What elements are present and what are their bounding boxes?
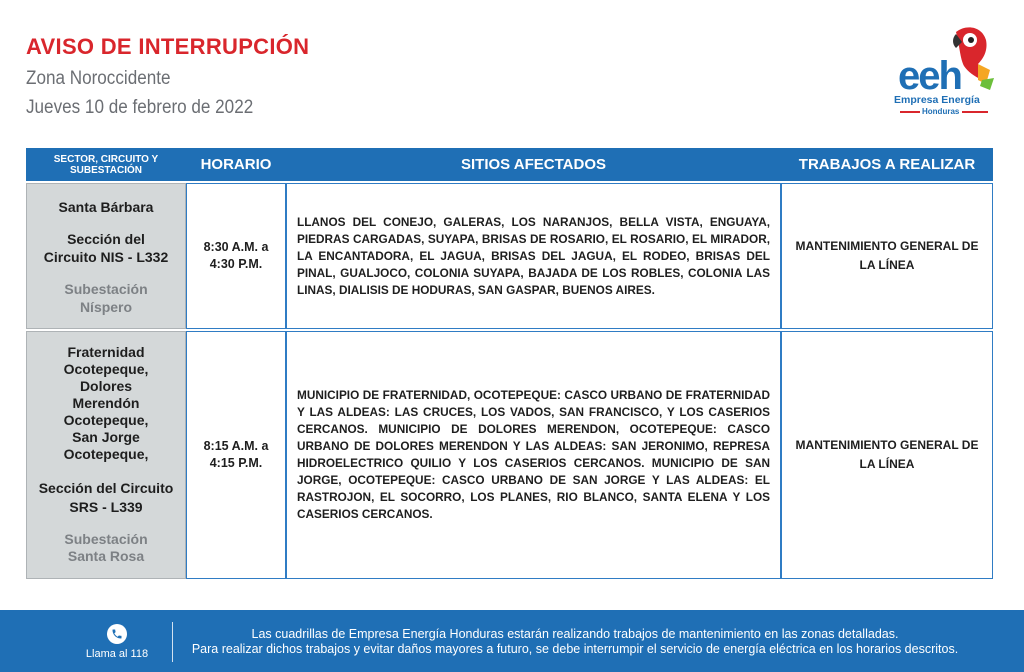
circuit-name: Sección del Circuito SRS - L339 xyxy=(38,480,174,515)
footer-divider xyxy=(172,622,173,662)
logo-country: Honduras xyxy=(922,107,960,116)
footer-message xyxy=(180,627,970,657)
date-label: Jueves 10 de febrero de 2022 xyxy=(26,97,254,118)
phone-label[interactable]: Llama al 118 xyxy=(85,648,149,660)
horario-start: 8:30 A.M. a xyxy=(203,240,269,254)
trabajos-cell xyxy=(781,183,993,329)
header-sitios: SITIOS AFECTADOS xyxy=(460,156,606,173)
footer-line-2: Para realizar dichos trabajos y evitar daños mayores a futuro, se debe interrumpir el servicio de energía eléctrica en los horarios descritos. xyxy=(191,642,959,656)
horario-cell xyxy=(186,183,286,329)
trabajos-cell xyxy=(781,331,993,579)
sitios-text: LLANOS DEL CONEJO, GALERAS, LOS NARANJOS, BELLA VISTA, ENGUAYA, PIEDRAS CARGADAS, SUYAPA, BRISAS DE ROSARIO, EL ROSARIO, EL MIRADOR, LA ENCANTADORA, EL JAGUA, BRISAS DEL JAGUA, EL RODEO, BRISAS DEL PINAL, GUALJOCO, COLONIA SUYAPA, BAJADA DE LOS ROBLES, COLONIA LAS LINAS, DIALISIS DE HODURAS, SAN GASPAR, BUENOS AIRES. xyxy=(297,214,770,297)
table-row xyxy=(26,331,993,579)
zone-label: Zona Noroccidente xyxy=(26,68,171,89)
sector-cell xyxy=(26,183,186,329)
header-trabajos: TRABAJOS A REALIZAR xyxy=(798,156,976,173)
trabajos-text: MANTENIMIENTO GENERAL DE LA LÍNEA xyxy=(795,438,979,471)
trabajos-text: MANTENIMIENTO GENERAL DE LA LÍNEA xyxy=(795,239,979,272)
table-row xyxy=(26,183,993,329)
horario-end: 4:30 P.M. xyxy=(209,257,263,271)
sitios-cell xyxy=(286,183,781,329)
sitios-text: MUNICIPIO DE FRATERNIDAD, OCOTEPEQUE: CASCO URBANO DE FRATERNIDAD Y LAS ALDEAS: LAS CRUCES, LOS VADOS, SAN FRANCISCO, Y LOS CASERIOS CERCANOS. MUNICIPIO DE DOLORES MERENDON, OCOTEPEQUE: CASCO URBANO DE DOLORES MERENDON Y LAS ALDEAS: SAN JERONIMO, REPRESA HIDROELECTRICO QUILIO Y LOS CASERIOS CERCANOS. MUNICIPIO DE SAN JORGE, OCOTEPEQUE: CASCO URBANO DE SAN JORGE Y LAS ALDEAS: EL RASTROJON, EL SOCORRO, LOS PLANES, RIO BLANCO, SANTA ELENA Y LOS CASERIOS CERCANOS. xyxy=(297,388,770,521)
sector-name: Santa Bárbara xyxy=(58,199,154,215)
substation-name: Subestación Níspero xyxy=(64,281,148,315)
logo-company-name: Empresa Energía xyxy=(894,94,980,106)
sector-cell xyxy=(26,331,186,579)
company-logo xyxy=(890,24,1000,120)
logo-divider-left xyxy=(900,111,920,113)
notice-title: AVISO DE INTERRUPCIÓN xyxy=(26,34,310,59)
sector-name: Fraternidad Ocotepeque, Dolores Merendón Ocotepeque, San Jorge Ocotepeque, xyxy=(63,344,149,462)
phone-icon[interactable] xyxy=(107,624,127,644)
header-horario: HORARIO xyxy=(200,156,272,173)
footer-bar xyxy=(0,610,1024,672)
logo-wordmark: eeh xyxy=(898,54,961,98)
sitios-cell xyxy=(286,331,781,579)
horario-end: 4:15 P.M. xyxy=(209,456,263,470)
header-sector: SECTOR, CIRCUITO Y SUBESTACIÓN xyxy=(53,153,159,176)
circuit-name: Sección del Circuito NIS - L332 xyxy=(43,231,169,265)
substation-name: Subestación Santa Rosa xyxy=(64,531,148,564)
interruption-table xyxy=(26,148,993,579)
logo-divider-right xyxy=(962,111,988,113)
horario-cell xyxy=(186,331,286,579)
footer-line-1: Las cuadrillas de Empresa Energía Honduras estarán realizando trabajos de mantenimiento en las zonas detalladas. xyxy=(251,627,899,641)
horario-start: 8:15 A.M. a xyxy=(203,439,269,453)
table-header xyxy=(26,148,993,181)
